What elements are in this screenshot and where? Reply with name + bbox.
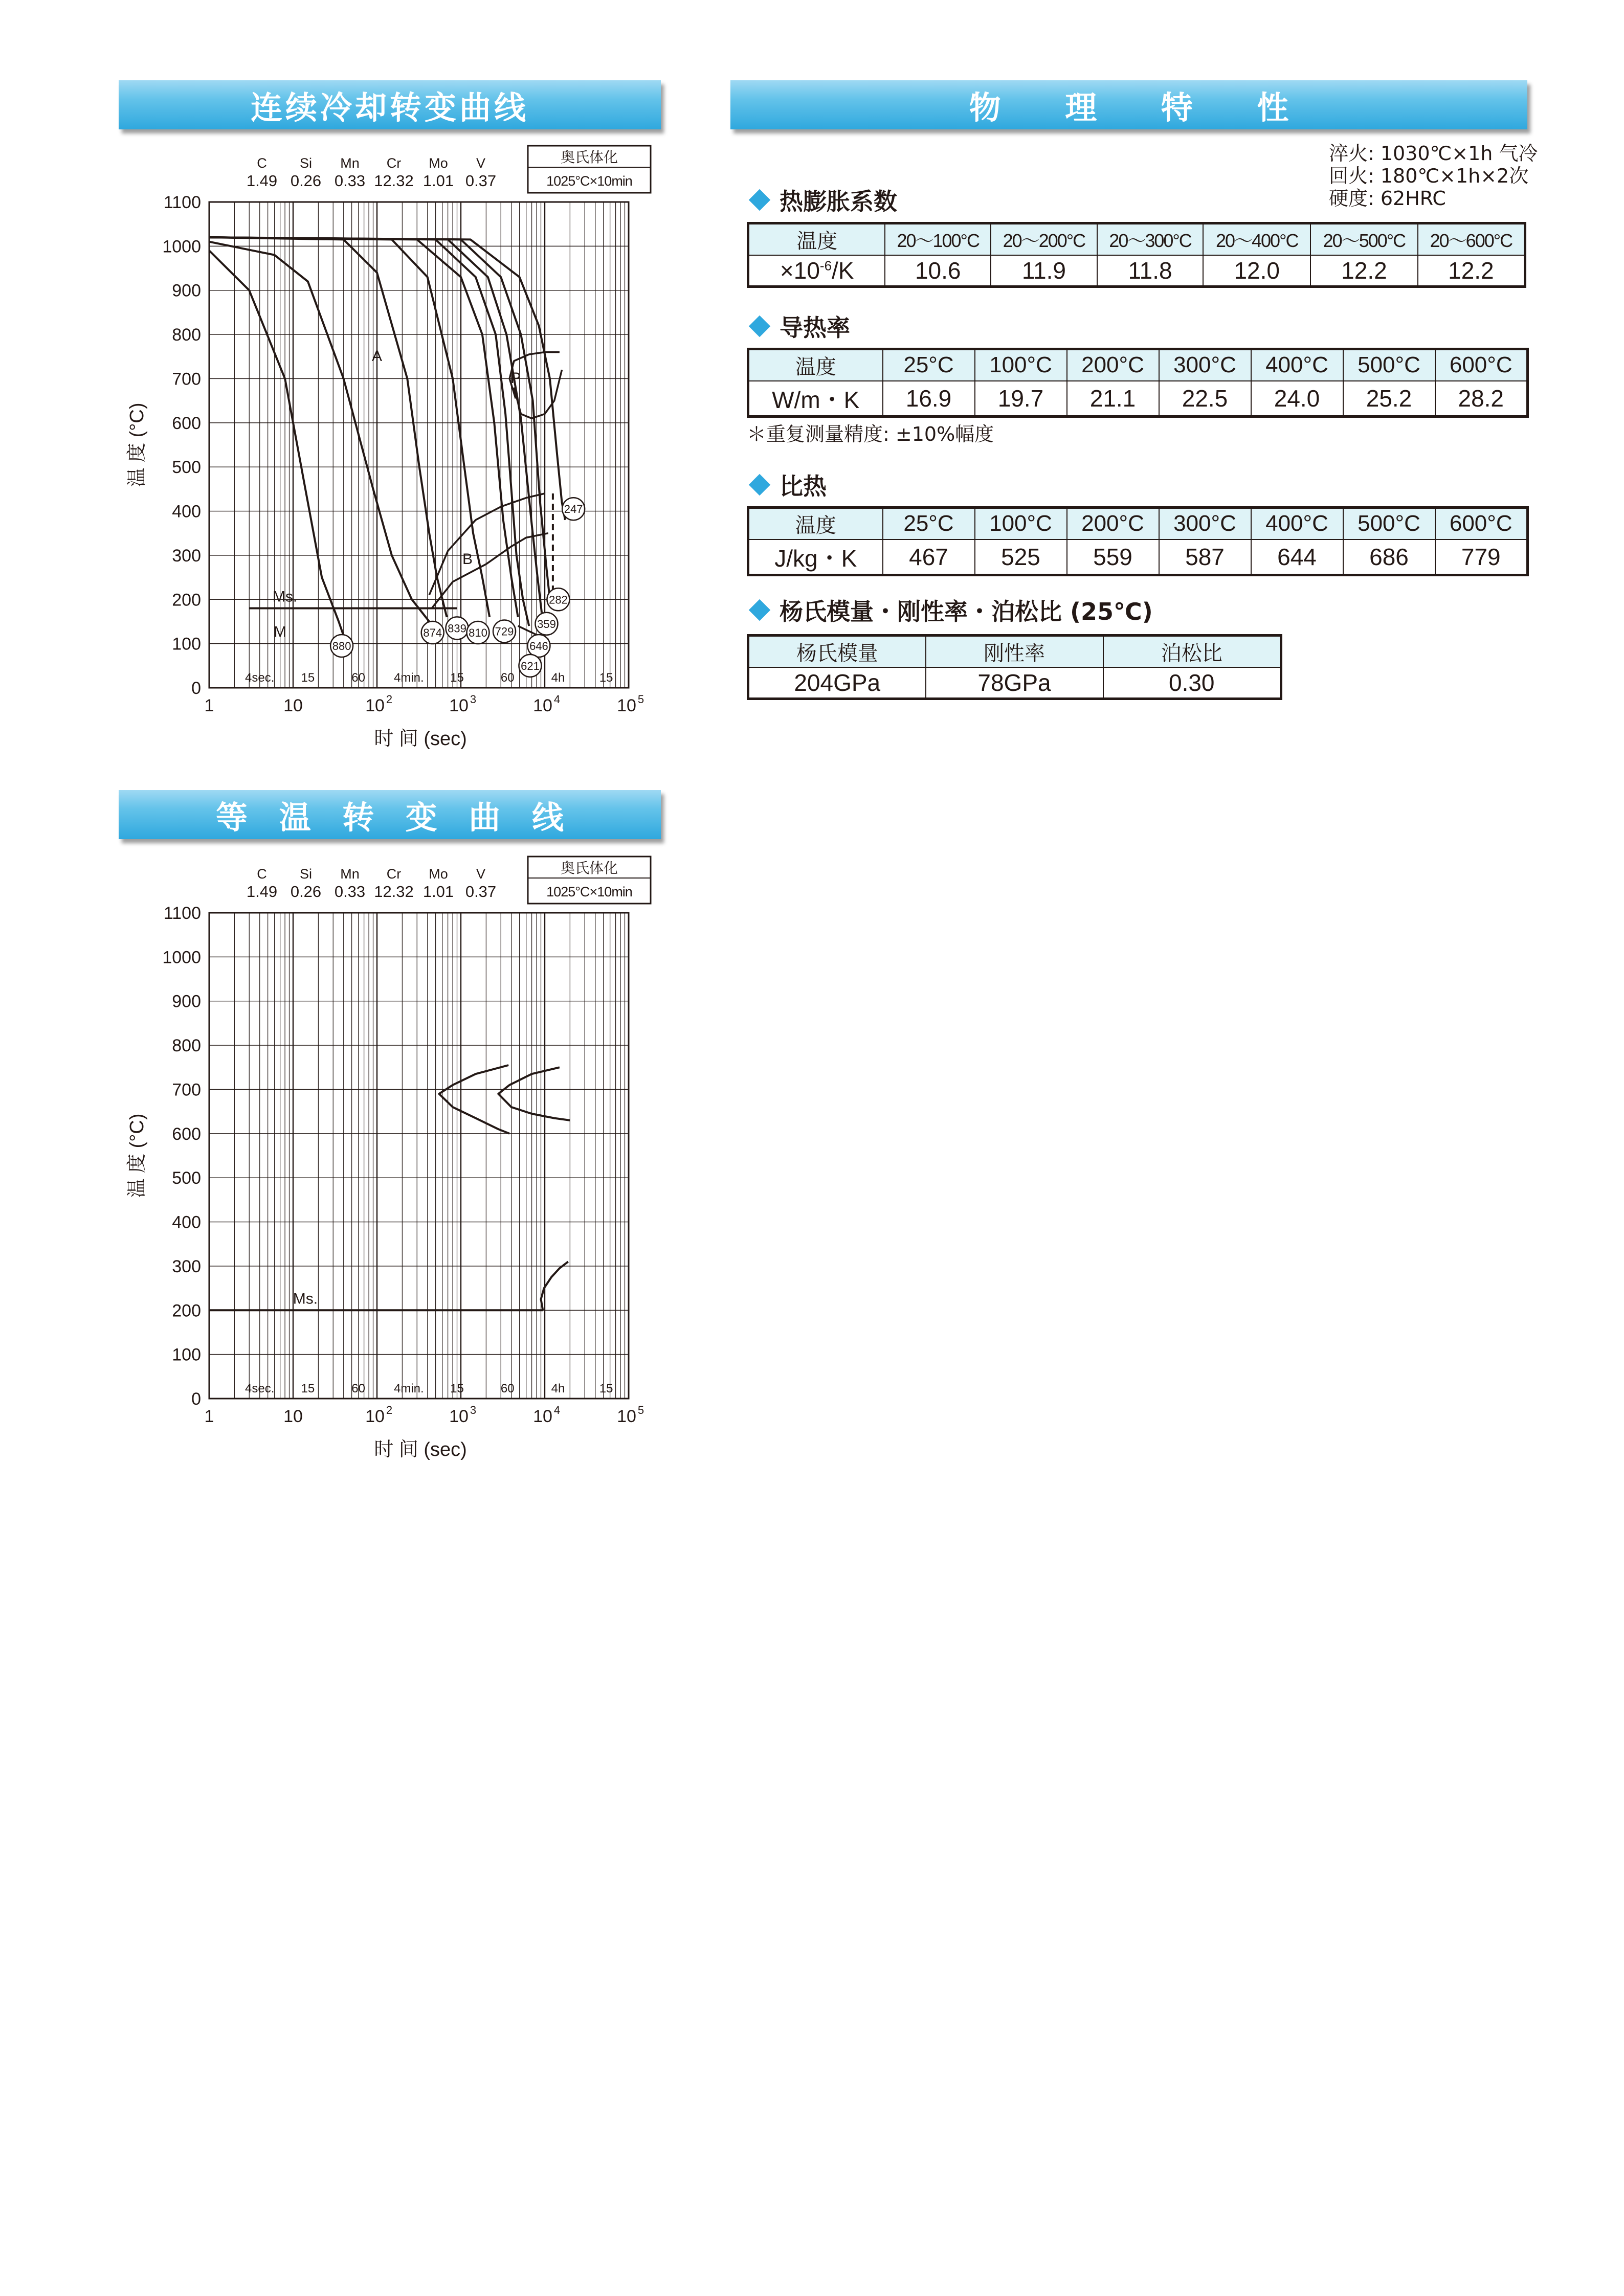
time-mark-label: 4h <box>551 671 565 685</box>
hardness-value: 282 <box>549 593 568 606</box>
element-value: 0.26 <box>290 172 322 190</box>
range-header: 20～500°C <box>1310 223 1418 255</box>
transformation-curve <box>432 533 548 609</box>
element-symbol: V <box>476 866 486 882</box>
x-tick-exponent: 3 <box>470 693 477 706</box>
element-value: 0.37 <box>465 172 497 190</box>
x-tick-exponent: 3 <box>470 1404 477 1416</box>
x-tick-label: 10 <box>617 1407 636 1426</box>
transformation-curve <box>514 370 562 418</box>
time-mark-label: 15 <box>450 671 464 685</box>
hardness-value: 810 <box>469 626 487 640</box>
youngs-modulus-value: 204GPa <box>748 667 926 699</box>
time-mark-label: 4min. <box>394 671 424 685</box>
temp-header: 200°C <box>1067 508 1159 539</box>
x-tick-label: 10 <box>449 1407 469 1426</box>
value-cell: 16.9 <box>883 381 975 417</box>
hardness-value: 880 <box>332 639 351 652</box>
temp-header: 600°C <box>1435 508 1528 539</box>
range-header: 20～300°C <box>1097 223 1204 255</box>
table-row <box>748 667 1281 699</box>
y-tick-label: 400 <box>172 502 201 522</box>
table-row <box>748 508 1528 539</box>
temperature-header: 温度 <box>748 223 885 255</box>
range-header: 20～200°C <box>991 223 1097 255</box>
time-mark-label: 60 <box>500 1382 515 1395</box>
value-cell: 11.9 <box>991 255 1097 287</box>
shear-modulus-header: 刚性率 <box>926 636 1103 667</box>
y-tick-label: 500 <box>172 458 201 478</box>
x-tick-exponent: 5 <box>637 693 644 706</box>
y-tick-label: 300 <box>172 1256 201 1276</box>
time-mark-label: 4min. <box>394 1382 424 1395</box>
table-row <box>748 539 1528 575</box>
region-label: M <box>274 623 287 641</box>
element-symbol: Cr <box>386 155 402 171</box>
y-tick-label: 0 <box>191 1389 201 1409</box>
temperature-header: 温度 <box>748 508 883 539</box>
x-tick-label: 10 <box>283 1407 303 1426</box>
temp-header: 300°C <box>1159 349 1251 381</box>
thermal-conductivity-title: 导热率 <box>780 314 850 342</box>
time-mark-label: 60 <box>351 671 365 685</box>
plot-frame <box>209 913 629 1399</box>
temper-condition: 回火: 180℃×1h×2次 <box>1329 165 1529 187</box>
y-axis-title: 温 度 (°C) <box>126 402 148 487</box>
x-tick-label: 1 <box>204 696 214 715</box>
time-mark-label: 4h <box>551 1382 565 1395</box>
transformation-curve <box>439 1065 509 1134</box>
hardness-value: 839 <box>448 622 466 635</box>
value-cell: 19.7 <box>975 381 1067 417</box>
element-value: 12.32 <box>374 883 414 901</box>
temp-header: 25°C <box>883 349 975 381</box>
region-label: B <box>462 551 473 568</box>
element-symbol: Mn <box>340 155 360 171</box>
time-mark-label: 15 <box>599 1382 613 1395</box>
time-mark-label: 4sec. <box>245 671 275 685</box>
x-tick-exponent: 2 <box>386 693 393 706</box>
elastic-title: 杨氏模量・刚性率・泊松比 (25℃) <box>780 598 1153 625</box>
y-tick-label: 800 <box>172 325 201 345</box>
physical-title-banner <box>730 80 1527 129</box>
temp-header: 400°C <box>1251 349 1343 381</box>
y-tick-label: 1100 <box>163 193 201 212</box>
transformation-curve <box>498 1067 570 1120</box>
cooling-curve <box>209 237 447 617</box>
thermal-expansion-table <box>747 222 1526 288</box>
y-tick-label: 1000 <box>162 948 201 967</box>
element-symbol: Mn <box>340 866 360 882</box>
element-symbol: Mo <box>429 155 448 171</box>
element-value: 12.32 <box>374 172 414 190</box>
cct-chart <box>119 138 671 762</box>
ttt-chart <box>119 849 671 1473</box>
value-cell: 10.6 <box>885 255 991 287</box>
y-tick-label: 1100 <box>163 904 201 923</box>
y-tick-label: 900 <box>172 281 201 301</box>
table-row <box>748 255 1525 287</box>
cooling-curve <box>209 242 437 631</box>
element-value: 0.33 <box>334 883 366 901</box>
value-cell: 12.0 <box>1203 255 1310 287</box>
hardness-value: 646 <box>529 639 548 652</box>
region-label: Ms. <box>272 588 298 605</box>
physical-title: 物 理 特 性 <box>969 88 1316 126</box>
ttt-title-banner <box>119 790 661 839</box>
thermal-expansion-heading <box>750 183 897 217</box>
table-row <box>748 381 1528 417</box>
region-label: P <box>510 370 521 387</box>
temp-header: 300°C <box>1159 508 1251 539</box>
range-header: 20～400°C <box>1203 223 1310 255</box>
value-cell: 11.8 <box>1097 255 1204 287</box>
x-tick-label: 10 <box>533 696 552 715</box>
time-mark-label: 4sec. <box>245 1382 275 1395</box>
table-row <box>748 349 1528 381</box>
time-mark-label: 15 <box>599 671 613 685</box>
x-tick-exponent: 2 <box>386 1404 393 1416</box>
y-tick-label: 600 <box>172 1124 201 1144</box>
hardness-value: 729 <box>495 625 514 638</box>
y-tick-label: 300 <box>172 546 201 566</box>
unit-tail: /K <box>832 257 854 284</box>
temp-header: 100°C <box>975 349 1067 381</box>
hardness-value: 硬度: 62HRC <box>1329 187 1446 210</box>
thermal-conductivity-heading <box>750 309 850 343</box>
specific-heat-heading <box>750 468 827 502</box>
unit-main: ×10 <box>780 257 820 284</box>
element-symbol: C <box>257 155 267 171</box>
diamond-bullet-icon <box>749 316 770 337</box>
unit-cell: J/kg・K <box>748 539 883 575</box>
ttt-chart-svg <box>119 849 671 1473</box>
value-cell: 25.2 <box>1343 381 1435 417</box>
value-cell: 12.2 <box>1310 255 1418 287</box>
time-mark-label: 15 <box>450 1382 464 1395</box>
unit-exponent: -6 <box>819 258 832 274</box>
temp-header: 400°C <box>1251 508 1343 539</box>
value-cell: 24.0 <box>1251 381 1343 417</box>
cct-title-banner <box>119 80 661 129</box>
y-tick-label: 100 <box>172 634 201 654</box>
element-symbol: Cr <box>386 866 402 882</box>
y-tick-label: 200 <box>172 1301 201 1321</box>
y-tick-label: 800 <box>172 1036 201 1056</box>
diamond-bullet-icon <box>749 599 770 621</box>
austenitize-label: 奥氏体化 <box>560 860 618 876</box>
value-cell: 12.2 <box>1418 255 1525 287</box>
y-tick-label: 900 <box>172 992 201 1011</box>
unit-cell: W/m・K <box>748 381 883 417</box>
x-axis-title: 时 间 (sec) <box>374 728 467 750</box>
x-tick-exponent: 4 <box>553 1404 561 1416</box>
poisson-ratio-header: 泊松比 <box>1103 636 1281 667</box>
temp-header: 600°C <box>1435 349 1528 381</box>
unit-cell <box>748 255 885 287</box>
cct-title: 连续冷却转变曲线 <box>250 88 529 126</box>
thermal-conductivity-table <box>747 348 1529 418</box>
temperature-header: 温度 <box>748 349 883 381</box>
y-tick-label: 500 <box>172 1168 201 1188</box>
shear-modulus-value: 78GPa <box>926 667 1103 699</box>
elastic-heading <box>750 593 1153 627</box>
y-tick-label: 700 <box>172 369 201 389</box>
x-tick-label: 10 <box>449 696 469 715</box>
poisson-ratio-value: 0.30 <box>1103 667 1281 699</box>
thermal-expansion-title: 热膨胀系数 <box>780 188 897 215</box>
value-cell: 779 <box>1435 539 1528 575</box>
region-label: A <box>371 347 383 365</box>
temp-header: 25°C <box>883 508 975 539</box>
temp-header: 100°C <box>975 508 1067 539</box>
y-tick-label: 200 <box>172 590 201 610</box>
element-symbol: Si <box>299 866 313 882</box>
element-value: 1.01 <box>422 883 454 901</box>
austenitize-value: 1025°C×10min <box>546 173 632 189</box>
x-tick-exponent: 5 <box>637 1404 644 1416</box>
y-tick-label: 100 <box>172 1345 201 1365</box>
element-value: 1.49 <box>246 883 278 901</box>
austenitize-label: 奥氏体化 <box>560 149 618 165</box>
element-value: 0.26 <box>290 883 322 901</box>
x-tick-label: 10 <box>283 696 303 715</box>
diamond-bullet-icon <box>749 189 770 211</box>
y-axis-title: 温 度 (°C) <box>126 1113 148 1198</box>
y-tick-label: 600 <box>172 413 201 433</box>
cooling-curve <box>209 237 550 599</box>
region-label: Ms. <box>293 1290 318 1308</box>
element-symbol: V <box>476 155 486 171</box>
x-axis-title: 时 间 (sec) <box>374 1439 467 1460</box>
y-tick-label: 700 <box>172 1080 201 1100</box>
element-symbol: Si <box>299 155 313 171</box>
x-tick-label: 10 <box>533 1407 552 1426</box>
range-header: 20～100°C <box>885 223 991 255</box>
hardness-value: 874 <box>423 626 442 640</box>
x-tick-exponent: 4 <box>553 693 561 706</box>
y-tick-label: 0 <box>191 679 201 698</box>
time-mark-label: 15 <box>301 1382 315 1395</box>
element-value: 0.33 <box>334 172 366 190</box>
value-cell: 686 <box>1343 539 1435 575</box>
hardness-value: 247 <box>564 503 583 516</box>
element-value: 1.49 <box>246 172 278 190</box>
x-tick-label: 1 <box>204 1407 214 1426</box>
austenitize-value: 1025°C×10min <box>546 884 632 899</box>
value-cell: 21.1 <box>1067 381 1159 417</box>
element-value: 1.01 <box>422 172 454 190</box>
youngs-modulus-header: 杨氏模量 <box>748 636 926 667</box>
value-cell: 644 <box>1251 539 1343 575</box>
y-tick-label: 400 <box>172 1212 201 1232</box>
ttt-title: 等 温 转 变 曲 线 <box>216 798 574 836</box>
temp-header: 500°C <box>1343 508 1435 539</box>
x-tick-label: 10 <box>365 696 385 715</box>
temp-header: 500°C <box>1343 349 1435 381</box>
hardness-value: 621 <box>521 659 540 672</box>
temp-header: 200°C <box>1067 349 1159 381</box>
table-row <box>748 636 1281 667</box>
elastic-table <box>747 634 1282 700</box>
value-cell: 22.5 <box>1159 381 1251 417</box>
quench-condition: 淬火: 1030℃×1h 气冷 <box>1329 142 1538 165</box>
y-tick-label: 1000 <box>162 237 201 257</box>
x-tick-label: 10 <box>365 1407 385 1426</box>
diamond-bullet-icon <box>749 474 770 496</box>
time-mark-label: 60 <box>500 671 515 685</box>
specific-heat-title: 比热 <box>780 472 827 500</box>
table-row <box>748 223 1525 255</box>
hardness-value: 359 <box>537 617 556 631</box>
element-symbol: Mo <box>429 866 448 882</box>
value-cell: 559 <box>1067 539 1159 575</box>
heat-treatment-info <box>1329 142 1538 210</box>
value-cell: 525 <box>975 539 1067 575</box>
time-mark-label: 60 <box>351 1382 365 1395</box>
x-tick-label: 10 <box>617 696 636 715</box>
value-cell: 467 <box>883 539 975 575</box>
transformation-curve <box>429 493 545 595</box>
cct-chart-svg <box>119 138 671 762</box>
time-mark-label: 15 <box>301 671 315 685</box>
range-header: 20～600°C <box>1418 223 1525 255</box>
element-value: 0.37 <box>465 883 497 901</box>
value-cell: 587 <box>1159 539 1251 575</box>
cooling-curve <box>209 237 542 613</box>
specific-heat-table <box>747 506 1529 576</box>
measurement-note: ＊重复测量精度: ±10%幅度 <box>747 423 994 445</box>
value-cell: 28.2 <box>1435 381 1528 417</box>
element-symbol: C <box>257 866 267 882</box>
plot-frame <box>209 202 629 688</box>
